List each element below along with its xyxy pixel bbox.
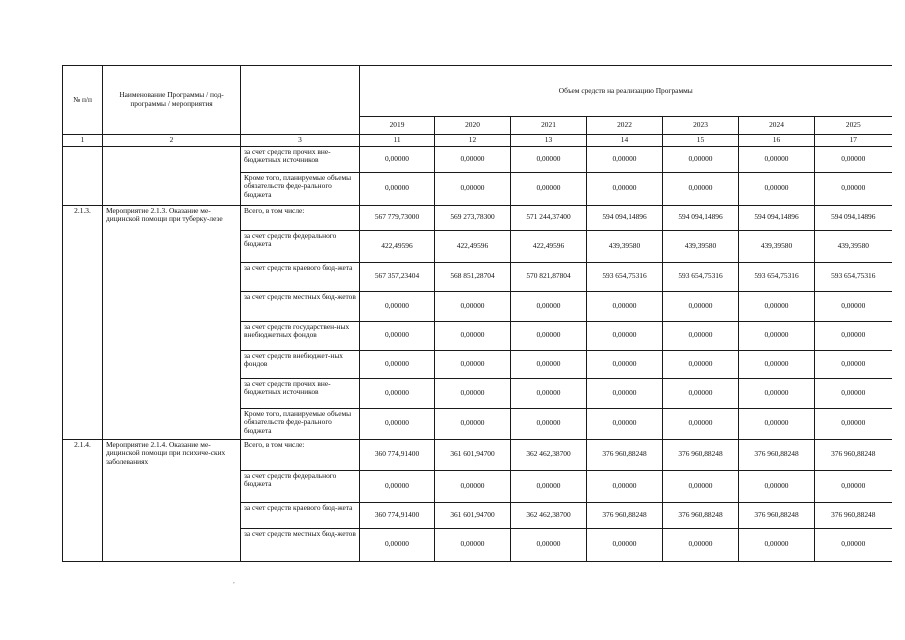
value-cell-2019: 567 357,23404 (360, 262, 435, 291)
value-cell-2019: 0,00000 (360, 172, 435, 205)
colnum-17: 17 (815, 135, 892, 147)
table-row (63, 146, 892, 172)
value-cell-2021: 0,00000 (511, 408, 587, 439)
value-cell-2025: 0,00000 (815, 470, 892, 502)
colnum-12: 12 (435, 135, 511, 147)
value-cell-2021: 0,00000 (511, 172, 587, 205)
value-cell-2020: 568 851,28704 (435, 262, 511, 291)
value-cell-2024: 0,00000 (739, 528, 815, 561)
value-cell-2022: 376 960,88248 (587, 439, 663, 470)
value-cell-2022: 0,00000 (587, 408, 663, 439)
value-cell-2021: 0,00000 (511, 350, 587, 378)
value-cell-2025: 0,00000 (815, 172, 892, 205)
value-cell-2019: 0,00000 (360, 408, 435, 439)
colnum-11: 11 (360, 135, 435, 147)
value-cell-2025: 594 094,14896 (815, 205, 892, 230)
value-cell-2023: 0,00000 (663, 408, 739, 439)
funding-source: за счет средств прочих вне-бюджетных источников (241, 378, 360, 408)
value-cell-2022: 0,00000 (587, 172, 663, 205)
year-2025: 2025 (815, 117, 892, 135)
value-cell-2021: 0,00000 (511, 528, 587, 561)
value-cell-2022: 594 094,14896 (587, 205, 663, 230)
value-cell-2024: 0,00000 (739, 146, 815, 172)
value-cell-2024: 0,00000 (739, 172, 815, 205)
funding-source: Всего, в том числе: (241, 205, 360, 230)
value-cell-2020: 0,00000 (435, 321, 511, 350)
value-cell-2025: 0,00000 (815, 350, 892, 378)
value-cell-2025: 0,00000 (815, 528, 892, 561)
value-cell-2024: 439,39580 (739, 230, 815, 262)
value-cell-2020: 361 601,94700 (435, 502, 511, 528)
funding-source: за счет средств местных бюд-жетов (241, 291, 360, 321)
value-cell-2025: 0,00000 (815, 291, 892, 321)
funding-source: Кроме того, планируемые объемы обязательств феде-рального бюджета (241, 408, 360, 439)
year-2022: 2022 (587, 117, 663, 135)
value-cell-2019: 422,49596 (360, 230, 435, 262)
colnum-13: 13 (511, 135, 587, 147)
value-cell-2021: 0,00000 (511, 378, 587, 408)
value-cell-2021: 362 462,38700 (511, 502, 587, 528)
value-cell-2020: 361 601,94700 (435, 439, 511, 470)
value-cell-2022: 0,00000 (587, 321, 663, 350)
value-cell-2019: 0,00000 (360, 321, 435, 350)
measure-name: Мероприятие 2.1.4. Оказание ме-дицинской помощи при психиче-ских заболеваниях (103, 439, 241, 561)
value-cell-2023: 0,00000 (663, 378, 739, 408)
table-row (63, 439, 892, 470)
value-cell-2023: 593 654,75316 (663, 262, 739, 291)
value-cell-2019: 0,00000 (360, 146, 435, 172)
value-cell-2019: 360 774,91400 (360, 502, 435, 528)
value-cell-2021: 0,00000 (511, 321, 587, 350)
value-cell-2020: 0,00000 (435, 378, 511, 408)
table-row (63, 205, 892, 230)
value-cell-2022: 376 960,88248 (587, 502, 663, 528)
value-cell-2024: 376 960,88248 (739, 502, 815, 528)
value-cell-2020: 0,00000 (435, 172, 511, 205)
value-cell-2020: 0,00000 (435, 528, 511, 561)
value-cell-2022: 0,00000 (587, 291, 663, 321)
value-cell-2020: 0,00000 (435, 350, 511, 378)
colnum-16: 16 (739, 135, 815, 147)
year-2021: 2021 (511, 117, 587, 135)
funding-source: Кроме того, планируемые объемы обязательств феде-рального бюджета (241, 172, 360, 205)
value-cell-2023: 0,00000 (663, 146, 739, 172)
value-cell-2019: 0,00000 (360, 378, 435, 408)
value-cell-2024: 0,00000 (739, 291, 815, 321)
colnum-15: 15 (663, 135, 739, 147)
value-cell-2023: 0,00000 (663, 321, 739, 350)
header-funding-source (241, 66, 360, 135)
value-cell-2023: 0,00000 (663, 470, 739, 502)
colnum-1: 1 (63, 135, 103, 147)
value-cell-2025: 376 960,88248 (815, 439, 892, 470)
value-cell-2022: 0,00000 (587, 350, 663, 378)
footnote-mark: , (233, 577, 235, 585)
value-cell-2022: 0,00000 (587, 528, 663, 561)
value-cell-2022: 593 654,75316 (587, 262, 663, 291)
value-cell-2021: 0,00000 (511, 146, 587, 172)
value-cell-2019: 0,00000 (360, 470, 435, 502)
value-cell-2020: 0,00000 (435, 146, 511, 172)
value-cell-2021: 362 462,38700 (511, 439, 587, 470)
value-cell-2020: 569 273,78300 (435, 205, 511, 230)
funding-source: за счет средств краевого бюд-жета (241, 502, 360, 528)
header-name: Наименование Программы / под-программы / мероприятия (103, 66, 241, 135)
funding-source: за счет средств прочих вне-бюджетных источников (241, 146, 360, 172)
value-cell-2025: 439,39580 (815, 230, 892, 262)
value-cell-2019: 567 779,73000 (360, 205, 435, 230)
value-cell-2019: 0,00000 (360, 291, 435, 321)
header-row-colnums (63, 135, 892, 147)
value-cell-2020: 422,49596 (435, 230, 511, 262)
funding-source: за счет средств федерального бюджета (241, 230, 360, 262)
value-cell-2022: 439,39580 (587, 230, 663, 262)
funding-source: за счет средств федерального бюджета (241, 470, 360, 502)
colnum-14: 14 (587, 135, 663, 147)
row-number: 2.1.3. (63, 205, 103, 439)
value-cell-2022: 0,00000 (587, 146, 663, 172)
value-cell-2024: 0,00000 (739, 321, 815, 350)
value-cell-2024: 0,00000 (739, 350, 815, 378)
value-cell-2025: 0,00000 (815, 321, 892, 350)
year-2024: 2024 (739, 117, 815, 135)
value-cell-2023: 376 960,88248 (663, 502, 739, 528)
value-cell-2023: 0,00000 (663, 172, 739, 205)
value-cell-2024: 594 094,14896 (739, 205, 815, 230)
funding-source: за счет средств государствен-ных внебюджетных фондов (241, 321, 360, 350)
value-cell-2023: 376 960,88248 (663, 439, 739, 470)
value-cell-2024: 0,00000 (739, 408, 815, 439)
value-cell-2022: 0,00000 (587, 470, 663, 502)
funding-source: Всего, в том числе: (241, 439, 360, 470)
row-number: 2.1.4. (63, 439, 103, 561)
funding-source: за счет средств внебюджет-ных фондов (241, 350, 360, 378)
value-cell-2025: 593 654,75316 (815, 262, 892, 291)
value-cell-2019: 0,00000 (360, 350, 435, 378)
value-cell-2021: 571 244,37400 (511, 205, 587, 230)
value-cell-2020: 0,00000 (435, 470, 511, 502)
colnum-2: 2 (103, 135, 241, 147)
value-cell-2021: 570 821,87804 (511, 262, 587, 291)
value-cell-2025: 0,00000 (815, 408, 892, 439)
value-cell-2021: 0,00000 (511, 470, 587, 502)
value-cell-2023: 0,00000 (663, 350, 739, 378)
colnum-3: 3 (241, 135, 360, 147)
funding-source: за счет средств краевого бюд-жета (241, 262, 360, 291)
value-cell-2023: 0,00000 (663, 291, 739, 321)
value-cell-2019: 360 774,91400 (360, 439, 435, 470)
value-cell-2025: 0,00000 (815, 146, 892, 172)
value-cell-2024: 376 960,88248 (739, 439, 815, 470)
value-cell-2024: 0,00000 (739, 470, 815, 502)
year-2020: 2020 (435, 117, 511, 135)
measure-name (103, 146, 241, 205)
value-cell-2020: 0,00000 (435, 291, 511, 321)
row-number (63, 146, 103, 205)
value-cell-2021: 422,49596 (511, 230, 587, 262)
year-2019: 2019 (360, 117, 435, 135)
value-cell-2020: 0,00000 (435, 408, 511, 439)
table-body (63, 66, 892, 562)
measure-name: Мероприятие 2.1.3. Оказание ме-дицинской помощи при туберку-лезе (103, 205, 241, 439)
funding-source: за счет средств местных бюд-жетов (241, 528, 360, 561)
value-cell-2025: 0,00000 (815, 378, 892, 408)
program-funding-table (62, 65, 892, 562)
header-row-main (63, 66, 892, 117)
value-cell-2025: 376 960,88248 (815, 502, 892, 528)
value-cell-2024: 593 654,75316 (739, 262, 815, 291)
value-cell-2022: 0,00000 (587, 378, 663, 408)
header-volume: Объем средств на реализацию Программы (360, 66, 892, 117)
value-cell-2021: 0,00000 (511, 291, 587, 321)
value-cell-2023: 0,00000 (663, 528, 739, 561)
value-cell-2023: 594 094,14896 (663, 205, 739, 230)
value-cell-2024: 0,00000 (739, 378, 815, 408)
value-cell-2023: 439,39580 (663, 230, 739, 262)
header-num: № п/п (63, 66, 103, 135)
value-cell-2019: 0,00000 (360, 528, 435, 561)
year-2023: 2023 (663, 117, 739, 135)
